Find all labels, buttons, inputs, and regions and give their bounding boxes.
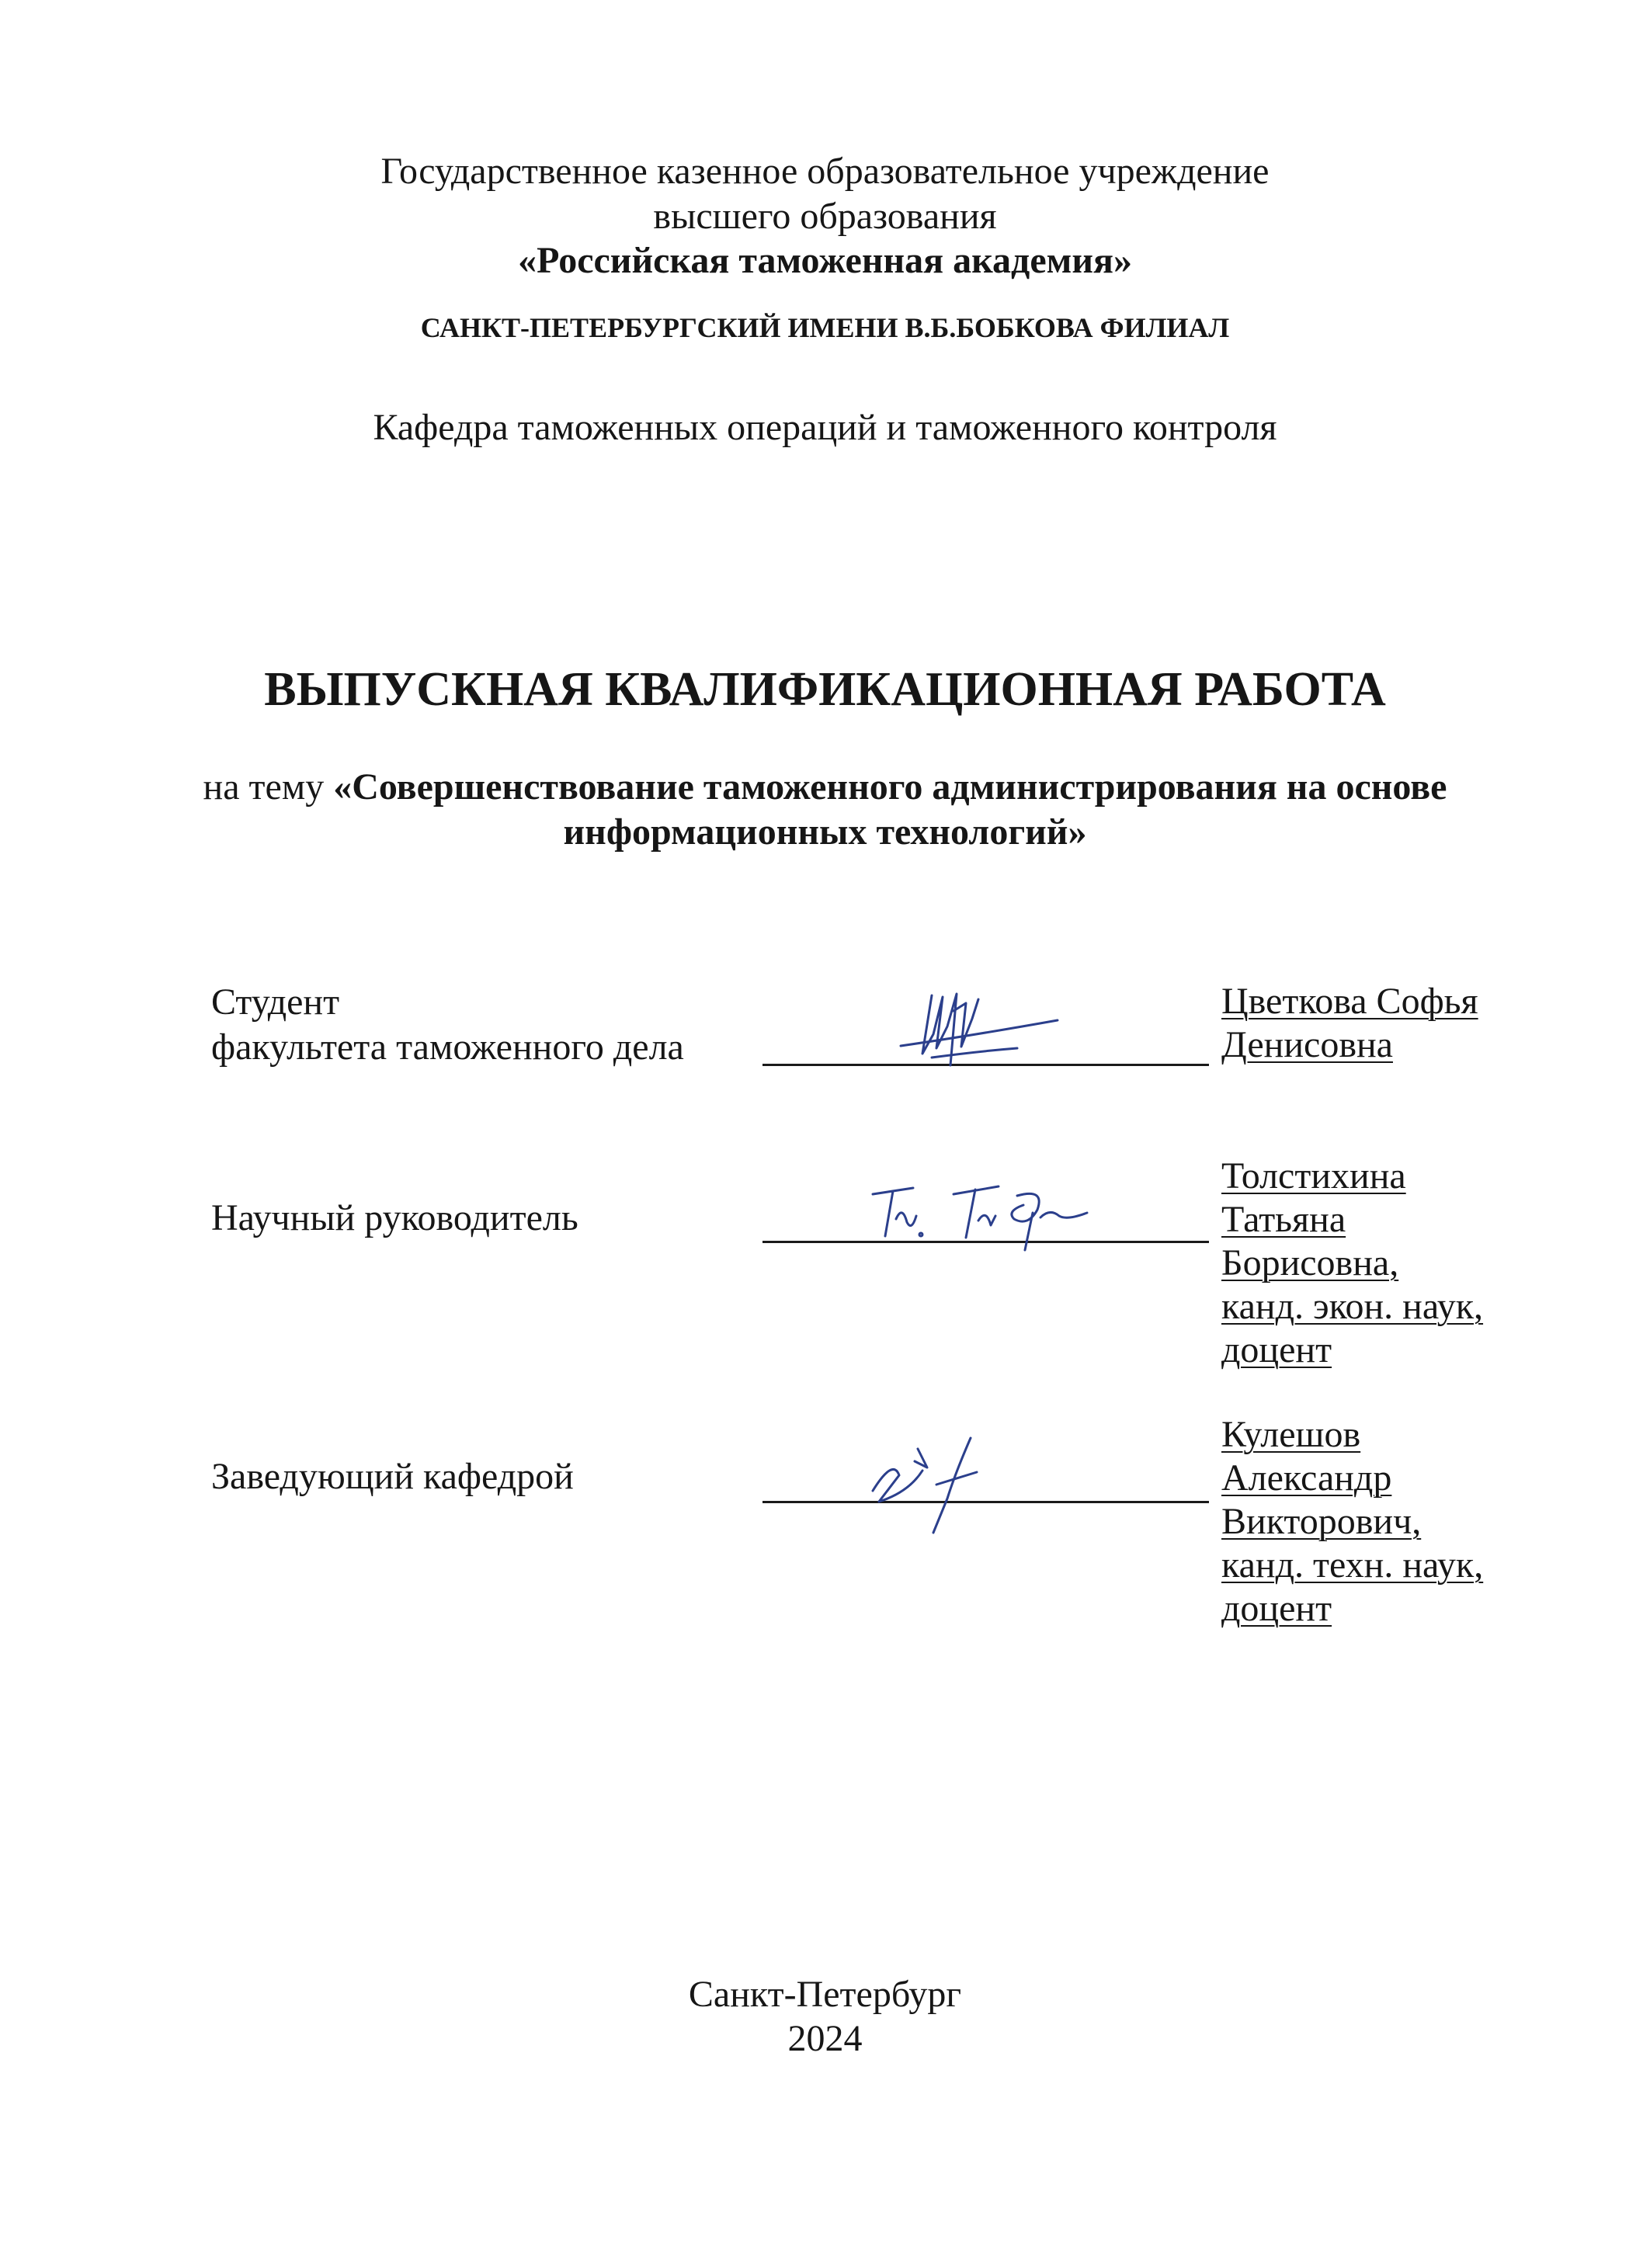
name-line: канд. техн. наук, — [1221, 1544, 1484, 1586]
name-line: канд. экон. наук, — [1221, 1286, 1484, 1327]
role-line-1: Научный руководитель — [211, 1197, 578, 1238]
handwritten-signature — [862, 1165, 1103, 1258]
student-name — [1221, 980, 1478, 1067]
topic-line-1 — [155, 765, 1495, 810]
document-title: ВЫПУСКНАЯ КВАЛИФИКАЦИОННАЯ РАБОТА — [264, 663, 1386, 716]
department-name: Кафедра таможенных операций и таможенного контроля — [373, 407, 1277, 448]
topic-text-1: «Совершенствование таможенного администрирования на основе — [333, 766, 1447, 808]
name-line: Кулешов — [1221, 1414, 1361, 1455]
name-line: Толстихина — [1221, 1155, 1406, 1197]
name-line: Викторович, — [1221, 1501, 1422, 1542]
role-line-1: Заведующий кафедрой — [211, 1456, 574, 1497]
topic-prefix: на тему — [203, 766, 334, 808]
handwritten-signature — [862, 1427, 1017, 1544]
topic-text-2: информационных технологий» — [563, 811, 1087, 853]
name-line: Денисовна — [1221, 1024, 1393, 1065]
role-line-1: Студент — [211, 981, 340, 1023]
year: 2024 — [787, 2018, 863, 2059]
branch-name: САНКТ-ПЕТЕРБУРГСКИЙ ИМЕНИ В.Б.БОБКОВА ФИЛИАЛ — [420, 312, 1230, 343]
name-line: доцент — [1221, 1588, 1332, 1629]
name-line: Борисовна, — [1221, 1242, 1399, 1283]
head-of-department-name — [1221, 1413, 1483, 1631]
name-line: доцент — [1221, 1329, 1332, 1370]
role-line-2: факультета таможенного дела — [211, 1026, 684, 1068]
role-label — [211, 1196, 578, 1241]
role-label — [211, 1454, 574, 1499]
name-line: Александр — [1221, 1457, 1392, 1499]
institution-line-2: высшего образования — [653, 196, 997, 237]
supervisor-name — [1221, 1155, 1483, 1372]
role-label — [211, 980, 684, 1070]
name-line: Цветкова Софья — [1221, 981, 1478, 1022]
institution-line-1: Государственное казенное образовательное учреждение — [380, 151, 1270, 192]
name-line: Татьяна — [1221, 1199, 1346, 1240]
handwritten-signature — [885, 980, 1072, 1081]
institution-name: «Российская таможенная академия» — [518, 240, 1132, 281]
city: Санкт-Петербург — [688, 1974, 962, 2015]
